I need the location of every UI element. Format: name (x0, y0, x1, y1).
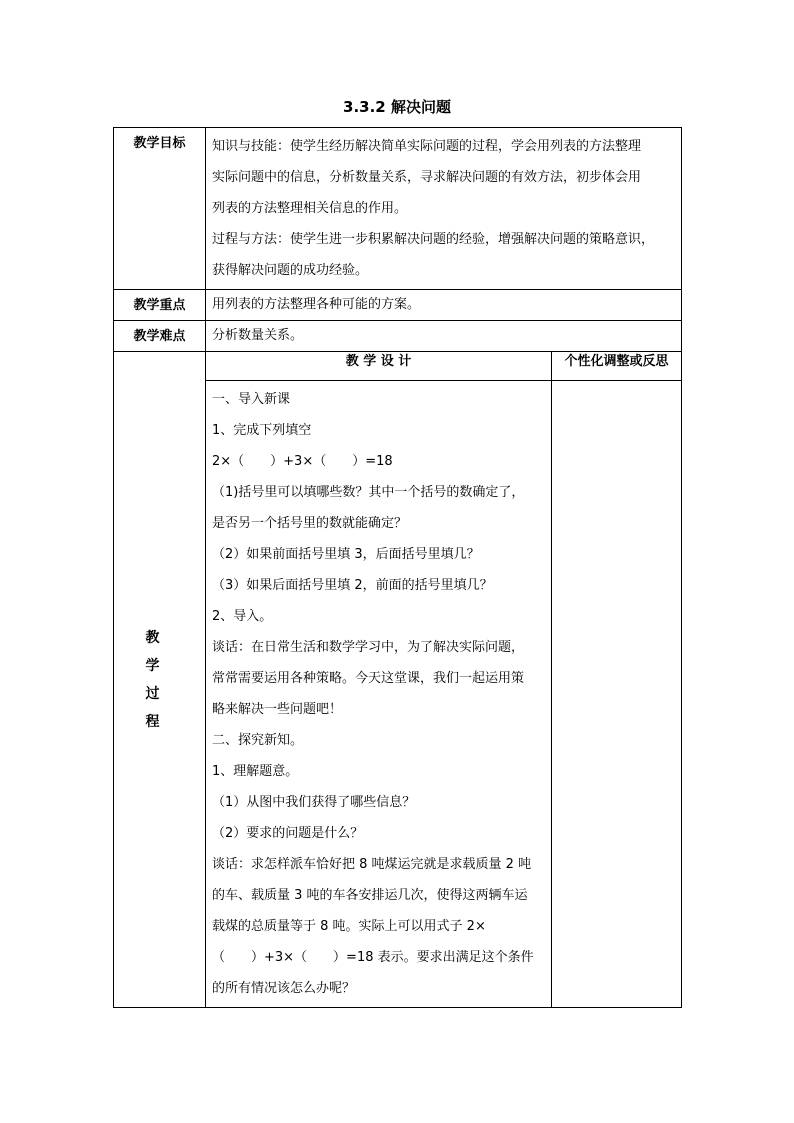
design-line: 载煤的总质量等于 8 吨。实际上可以用式子 2× (212, 919, 486, 934)
goal-line: 实际问题中的信息，分析数量关系，寻求解决问题的有效方法，初步体会用 (212, 170, 642, 185)
design-line: 谈话：求怎样派车恰好把 8 吨煤运完就是求载质量 2 吨 (212, 857, 532, 872)
design-line: 1、完成下列填空 (212, 423, 312, 438)
design-line: 一、导入新课 (212, 392, 291, 407)
design-line: 略来解决一些问题吧！ (212, 702, 343, 717)
reflect-header: 个性化调整或反思 (552, 352, 682, 381)
design-line: （2）如果前面括号里填 3，后面括号里填几？ (212, 547, 480, 562)
design-line: 1、理解题意。 (212, 764, 299, 779)
process-label (114, 352, 206, 1008)
process-header-row (114, 352, 682, 381)
design-line: 2、导入。 (212, 609, 273, 624)
design-line: （1)括号里可以填哪些数？其中一个括号的数确定了， (212, 485, 525, 500)
goal-label: 教学目标 (114, 128, 206, 290)
design-content (206, 381, 552, 1008)
design-line: （1）从图中我们获得了哪些信息？ (212, 795, 416, 810)
design-line: （2）要求的问题是什么？ (212, 826, 364, 841)
design-header: 教 学 设 计 (206, 352, 552, 381)
design-line: 的车、载质量 3 吨的车各安排运几次，使得这两辆车运 (212, 888, 528, 903)
process-label-char: 过 (145, 685, 160, 702)
design-line: 二、探究新知。 (212, 733, 304, 748)
design-line: （ ）+3×（ ）=18 表示。要求出满足这个条件 (212, 950, 534, 965)
design-line: 的所有情况该怎么办呢？ (212, 981, 356, 996)
process-label-char: 教 (145, 629, 160, 646)
goal-line: 获得解决问题的成功经验。 (212, 263, 369, 278)
design-line: 是否另一个括号里的数就能确定？ (212, 516, 408, 531)
goal-line: 过程与方法：使学生进一步积累解决问题的经验，增强解决问题的策略意识， (212, 232, 655, 247)
design-line: 谈话：在日常生活和数学学习中，为了解决实际问题， (212, 640, 525, 655)
process-label-char: 学 (145, 657, 160, 674)
process-label-char: 程 (145, 713, 160, 730)
goal-line: 列表的方法整理相关信息的作用。 (212, 201, 408, 216)
difficulty-content: 分析数量关系。 (206, 321, 682, 352)
lesson-plan-table (113, 127, 682, 1008)
design-line: （3）如果后面括号里填 2，前面的括号里填几？ (212, 578, 493, 593)
design-line: 常常需要运用各种策略。今天这堂课，我们一起运用策 (212, 671, 525, 686)
difficulty-row (114, 321, 682, 352)
key-label: 教学重点 (114, 290, 206, 321)
page-title: 3.3.2 解决问题 (343, 98, 451, 116)
design-line: 2×（ ）+3×（ ）=18 (212, 454, 393, 469)
key-row (114, 290, 682, 321)
goal-content (206, 128, 682, 290)
goal-row (114, 128, 682, 290)
goal-line: 知识与技能：使学生经历解决简单实际问题的过程，学会用列表的方法整理 (212, 139, 642, 154)
key-content: 用列表的方法整理各种可能的方案。 (206, 290, 682, 321)
difficulty-label: 教学难点 (114, 321, 206, 352)
reflect-content (552, 381, 682, 1008)
